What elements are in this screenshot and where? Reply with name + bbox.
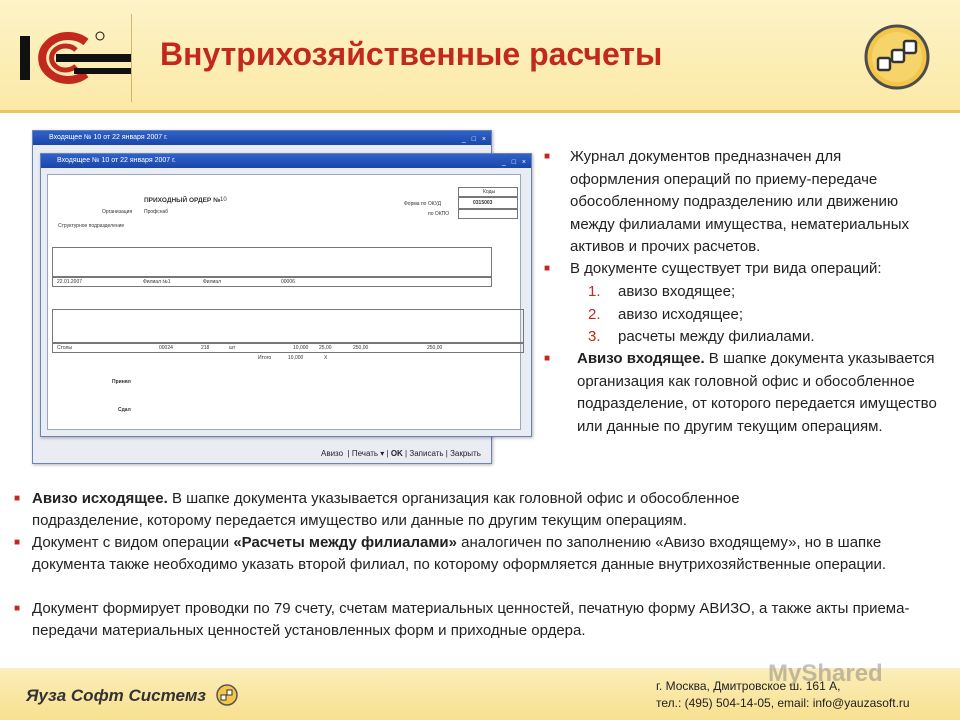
okud-code: 0315003 [473,200,493,206]
bullet-marker-icon: ■ [14,493,21,504]
logo-1c-icon [16,28,134,88]
org-value: Профснаб [144,209,169,215]
ok-button[interactable]: OK [390,449,403,458]
row-qty: 10,000 [293,345,309,351]
header-separator [131,14,132,102]
list-item: 2. авизо исходящее; [588,305,744,323]
codes-label: Коды [483,189,496,195]
window-controls-icon[interactable]: _ □ × [461,136,488,143]
supplier-value: Филиал [203,279,222,285]
items-table-row [52,343,524,353]
right-bullet-2 [544,258,944,281]
bottom-bullet-2: ■ Документ с видом операции «Расчеты между филиалами» аналогичен по заполнению «Авизо входящему», но в шапке документа также необходимо указать второй филиал, по которому оформляется данные внутрихозяйственные операции. [14,534,887,573]
org-label: Организация [102,209,133,215]
warehouse-value: Филиал №1 [143,279,171,285]
row-price: 25,00 [319,345,332,351]
row-sum: 250,00 [353,345,369,351]
dept-label: Структурное подразделение [58,223,125,229]
bullet-marker-icon: ■ [544,353,551,364]
date-value: 22.01.2007 [57,279,83,285]
front-window-titlebar[interactable] [41,154,531,168]
bullet-marker-icon: ■ [14,537,21,548]
doc-title: ПРИХОДНЫЙ ОРДЕР № [144,197,221,204]
back-window-title: Входящее № 10 от 22 января 2007 г. [49,134,168,141]
row-unit: шт [229,345,236,351]
okud-label: Форма по ОКУД [404,201,442,207]
button-bar: Авизо | Печать ▾ | OK | Записать | Закрыть [321,449,481,458]
doc-number: 10 [220,197,227,203]
print-button[interactable]: Печать ▾ [351,449,385,458]
watermark: MyShared [768,660,883,687]
bullet-marker-icon: ■ [14,603,21,614]
list-item: 3. расчеты между филиалами. [588,328,815,345]
bottom-bullet-3: ■ Документ формирует проводки по 79 счету, счетам материальных ценностей, печатную форму АВИЗО, а также акты приема-передачи материальных ценностей установленных форм и приходные ордера. [14,600,910,639]
row-sum-total: 250,00 [427,345,443,351]
front-window [40,153,532,437]
contact-line: тел.: (495) 504-14-05, email: info@yauzasoft.ru [656,696,910,710]
aviso-button[interactable]: Авизо [321,449,344,458]
handed-label: Сдал [118,407,131,413]
right-bullet-2-text: В документе существует три вида операций: [570,260,882,277]
footer-address [656,678,910,712]
row-number: 00024 [159,345,173,351]
total-x-mark: X [324,355,328,361]
items-table-header [52,309,524,343]
order-document [47,174,521,430]
back-window-titlebar[interactable] [33,131,491,145]
page-title: Внутрихозяйственные расчеты [160,36,663,72]
bottom-bullet-1: ■ Авизо исходящее. В шапке документа указывается организация как головной офис и обособленное подразделение, которому передается имущество или данные по другим текущим операциям. [14,490,740,529]
brand-logo-icon [216,684,238,706]
right-bullet-3-text: Авизо входящее. В шапке документа указывается организация как головной офис и обособленное подразделение, от которого передается имущество или данные по другим текущим операциям. [577,350,937,435]
yauza-logo-icon [864,24,930,90]
row-name: Столы [57,345,73,351]
header-divider [0,110,960,113]
bullet-marker-icon: ■ [544,151,551,162]
save-button[interactable]: Записать [409,449,444,458]
okud-code-cell [458,197,518,209]
operations-list [588,281,815,349]
bullet-marker-icon: ■ [544,263,551,274]
header-table [52,247,492,277]
footer-brand: Яуза Софт Системз [26,686,206,705]
address-line: г. Москва, Дмитровское ш. 161 А, [656,679,841,693]
right-bullet-1-text: Журнал документов предназначен для оформления операций по приему-передаче обособленному подразделению или движению между филиалами имущества, нематериальных активов и прочих расчетов. [570,148,910,255]
list-item: 1. авизо входящее; [588,283,736,300]
total-label: Итого [258,355,272,361]
received-label: Принял [112,379,131,385]
codes-header [458,187,518,197]
okpo-label: по ОКПО [428,211,450,217]
total-qty: 10,000 [288,355,304,361]
right-bullet-1 [544,146,944,259]
code-value: 00006 [281,279,295,285]
right-bullet-3 [544,348,944,438]
header-table-row [52,277,492,287]
front-window-title: Входящее № 10 от 22 января 2007 г. [57,157,176,164]
window-controls-icon[interactable]: _ □ × [501,159,528,166]
row-code: 218 [201,345,210,351]
close-button[interactable]: Закрыть [450,449,481,458]
okpo-code-cell [458,209,518,219]
